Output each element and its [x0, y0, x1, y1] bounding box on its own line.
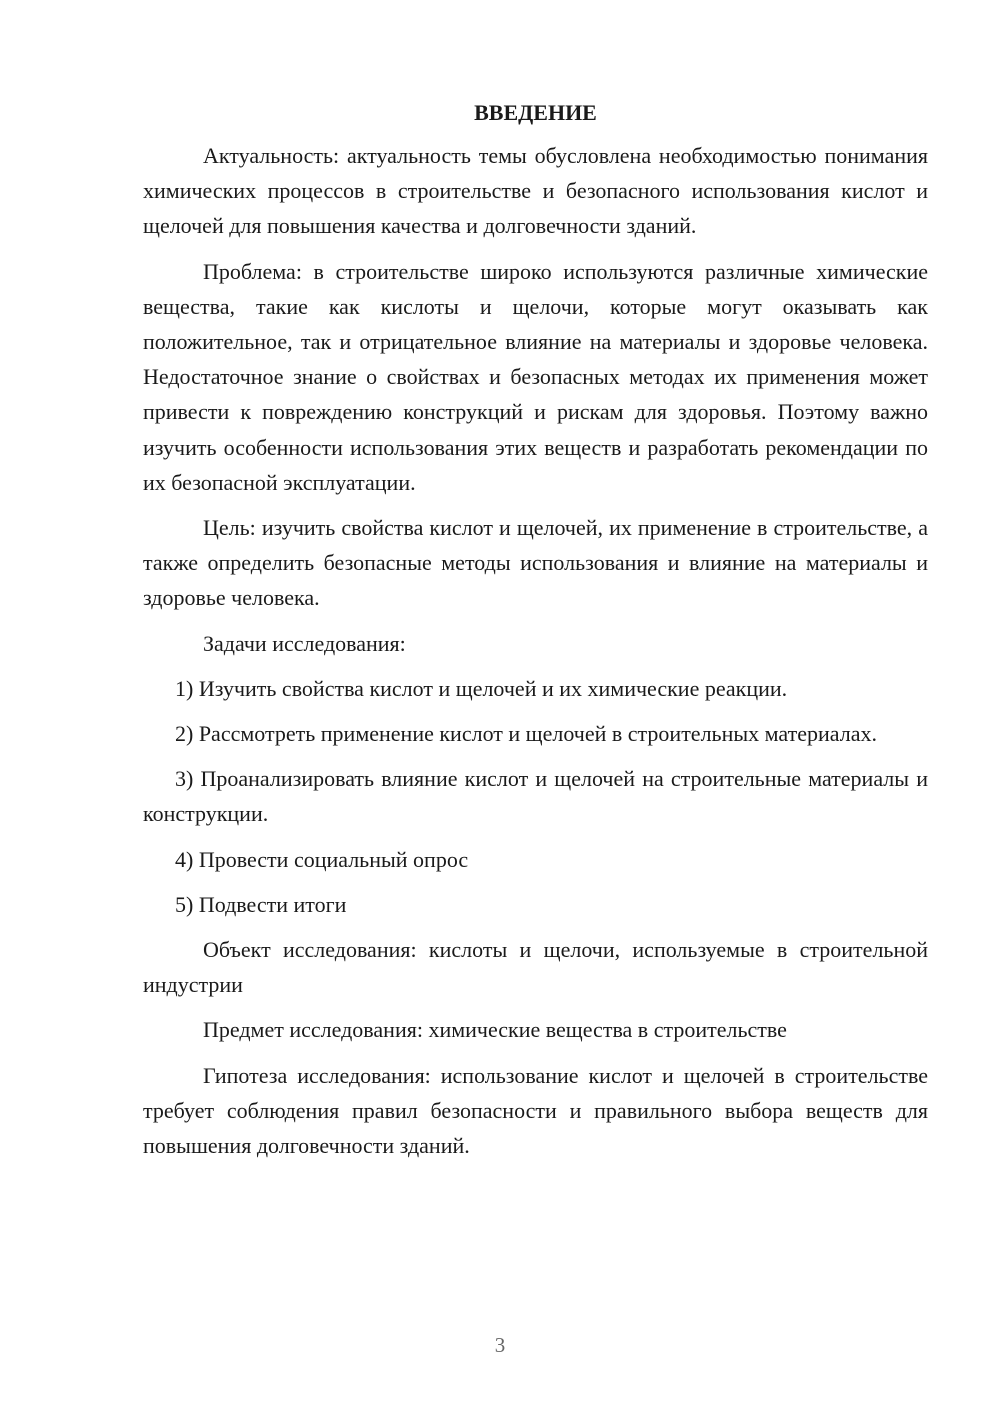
task-item-1: 1) Изучить свойства кислот и щелочей и их химические реакции. — [175, 675, 788, 701]
relevance-paragraph: Актуальность: актуальность темы обусловлена необходимостью понимания химических процессов в строительстве и безопасного использования кислот и щелочей для повышения качества и долговечности зданий. — [143, 143, 928, 239]
section-title: ВВЕДЕНИЕ — [474, 100, 597, 125]
task-item-4: 4) Провести социальный опрос — [175, 846, 469, 872]
goal-paragraph: Цель: изучить свойства кислот и щелочей, их применение в строительстве, а также определить безопасные методы использования и влияние на материалы и здоровье человека. — [143, 515, 928, 611]
task-item-2: 2) Рассмотреть применение кислот и щелочей в строительных материалах. — [175, 721, 877, 747]
problem-paragraph: Проблема: в строительстве широко используются различные химические вещества, такие как кислоты и щелочи, которые могут оказывать как положительное, так и отрицательное влияние на материалы и здоровье человека. Недостаточное знание о свойствах и безопасных методах их применения может привести к повреждению конструкций и рискам для здоровья. Поэтому важно изучить особенности использования этих веществ и разработать рекомендации по их безопасной эксплуатации. — [143, 258, 928, 495]
document-page — [143, 95, 928, 1173]
hypothesis-paragraph: Гипотеза исследования: использование кислот и щелочей в строительстве требует соблюдения правил безопасности и правильного выбора веществ для повышения долговечности зданий. — [143, 1062, 928, 1159]
page-number: 3 — [494, 1333, 506, 1357]
task-item-5: 5) Подвести итоги — [175, 891, 347, 917]
task-item-3: 3) Проанализировать влияние кислот и щелочей на строительные материалы и конструкции. — [143, 766, 928, 827]
subject-paragraph: Предмет исследования: химические вещества в строительстве — [203, 1017, 787, 1043]
tasks-heading: Задачи исследования: — [203, 630, 406, 656]
object-paragraph: Объект исследования: кислоты и щелочи, используемые в строительной индустрии — [143, 937, 928, 998]
